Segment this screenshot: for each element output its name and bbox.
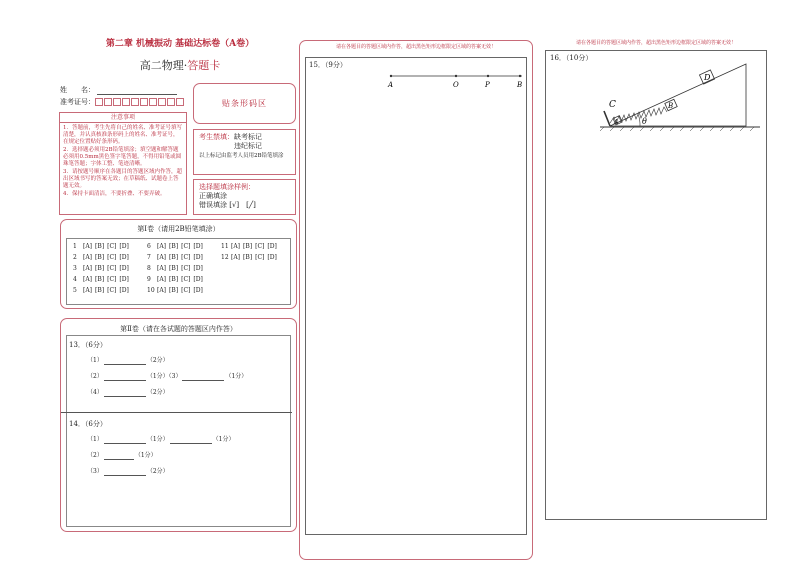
mc-option-bubble[interactable]: [A] [157, 287, 167, 294]
q14-answer-row [87, 436, 234, 444]
mc-option-bubble[interactable]: [D] [193, 287, 203, 294]
mc-option-bubble[interactable]: [A] [83, 265, 93, 272]
mc-grid [67, 239, 290, 304]
mc-question-row [73, 276, 132, 284]
q14-answer-blank[interactable] [170, 436, 212, 444]
point-o-label: O [453, 81, 459, 89]
notice-title: 注意事项 [60, 113, 186, 123]
q13-answer-blank[interactable] [104, 357, 146, 365]
label-b: B [668, 102, 674, 110]
mc-option-bubble[interactable]: [C] [181, 243, 191, 250]
section2-title: 第Ⅱ卷（请在各试题的答题区内作答） [120, 325, 237, 333]
mc-option-bubble[interactable]: [A] [83, 243, 93, 250]
mc-option-bubble[interactable]: [A] [83, 276, 93, 283]
q14-answer-blank[interactable] [104, 468, 146, 476]
mc-option-bubble[interactable]: [D] [119, 243, 129, 250]
mc-option-bubble[interactable]: [C] [107, 254, 117, 261]
mc-option-bubble[interactable]: [D] [193, 243, 203, 250]
id-label: 准考证号： [60, 98, 95, 106]
incline-wedge [610, 64, 746, 126]
exam-title: 第二章 机械振动 基础达标卷（A卷） [105, 39, 255, 49]
mc-question-row [147, 254, 206, 262]
mc-option-bubble[interactable]: [D] [193, 254, 203, 261]
q14-label: 14．（6分） [69, 420, 107, 428]
mc-option-bubble[interactable]: [A] [231, 243, 241, 250]
q14-row-text: （2） [87, 452, 103, 459]
q13-row-text: （1分）（3） [146, 373, 182, 380]
card-type: 答题卡 [187, 59, 221, 72]
mc-option-bubble[interactable]: [D] [119, 287, 129, 294]
section1-box [60, 219, 297, 309]
point-b-label: B [517, 81, 523, 89]
point-p-label: P [485, 81, 490, 89]
mc-option-bubble[interactable]: [A] [157, 254, 167, 261]
q15-line-diagram [385, 70, 527, 92]
wrong-fill-row [199, 201, 290, 210]
label-c: C [609, 100, 616, 110]
id-digit-cell[interactable] [122, 98, 130, 106]
mc-question-number: 7 [147, 254, 151, 261]
mc-question-row [221, 243, 280, 251]
mc-question-number: 5 [73, 287, 77, 294]
mc-question-row [147, 287, 206, 295]
label-d: D [704, 73, 711, 82]
q14-answer-row [87, 468, 169, 476]
mc-question-row [73, 243, 132, 251]
mc-option-bubble[interactable]: [C] [107, 276, 117, 283]
q14-row-text: （1） [87, 436, 103, 443]
notice-item: 4．保持卡面清洁，不要折叠、不要弄破。 [63, 191, 166, 197]
mc-question-number: 6 [147, 243, 151, 250]
mc-option-bubble[interactable]: [D] [267, 243, 277, 250]
mc-option-bubble[interactable]: [A] [83, 254, 93, 261]
mc-question-row [73, 254, 132, 262]
point-a-label: A [388, 81, 394, 89]
mc-option-bubble[interactable]: [D] [193, 265, 203, 272]
mc-option-bubble[interactable]: [B] [243, 243, 253, 250]
q13-answer-blank[interactable] [182, 373, 224, 381]
q14-row-text: （3） [87, 468, 103, 475]
mc-question-number: 8 [147, 265, 151, 272]
mc-option-bubble[interactable]: [A] [157, 265, 167, 272]
subject-name: 高二物理 [139, 59, 184, 72]
mc-option-bubble[interactable]: [A] [83, 287, 93, 294]
forbid-box [193, 129, 296, 175]
mc-question-row [147, 265, 206, 273]
mc-question-row [221, 254, 280, 262]
q14-answer-blank[interactable] [104, 452, 134, 460]
section1-title: 第Ⅰ卷（请用2B铅笔填涂） [137, 225, 220, 233]
mc-option-bubble[interactable]: [B] [169, 287, 179, 294]
notice-item: 2．选择题必须用2B铅笔填涂；填空题和解答题必须用0.5mm黑色签字笔答题，不得用铅笔或圆珠笔答题；字体工整、笔迹清晰。 [63, 147, 182, 167]
mc-question-number: 9 [147, 276, 151, 283]
id-digit-cell[interactable] [131, 98, 139, 106]
point-p-dot [487, 75, 489, 77]
mc-option-bubble[interactable]: [C] [181, 265, 191, 272]
name-field[interactable] [97, 87, 177, 95]
fill-example-title: 选择题填涂样例： [199, 183, 255, 191]
point-o-dot [455, 75, 457, 77]
mc-question-number: 11 [221, 243, 229, 250]
mc-option-bubble[interactable]: [B] [95, 254, 105, 261]
id-digit-cell[interactable] [149, 98, 157, 106]
mc-question-number: 3 [73, 265, 77, 272]
mc-option-bubble[interactable]: [C] [107, 265, 117, 272]
q13-answer-blank[interactable] [104, 373, 146, 381]
mc-question-number: 1 [73, 243, 77, 250]
mc-option-bubble[interactable]: [B] [169, 254, 179, 261]
q13-row-text: （1） [87, 357, 103, 364]
mc-question-row [147, 243, 206, 251]
mc-option-bubble[interactable]: [C] [107, 287, 117, 294]
mc-option-bubble[interactable]: [B] [95, 287, 105, 294]
q13-row-text: （1分） [225, 373, 248, 380]
id-digit-cell[interactable] [95, 98, 103, 106]
section2-inner-box [66, 335, 291, 527]
notice-list [60, 123, 186, 201]
q13-answer-blank[interactable] [104, 389, 146, 397]
missing-mark-label: 缺考标记 [234, 133, 262, 141]
mc-option-bubble[interactable]: [D] [119, 276, 129, 283]
violation-mark-label: 违纪标记 [234, 142, 262, 150]
mc-option-bubble[interactable]: [B] [169, 243, 179, 250]
q14-row-text: （1分） [212, 436, 235, 443]
id-digit-cell[interactable] [167, 98, 175, 106]
name-row [60, 86, 188, 95]
barcode-label: 贴条形码区 [222, 99, 267, 108]
mc-option-bubble[interactable]: [D] [119, 254, 129, 261]
q13-row-text: （2分） [146, 357, 169, 364]
id-cells[interactable] [95, 98, 185, 106]
mc-option-bubble[interactable]: [A] [231, 254, 241, 261]
barcode-area [193, 83, 296, 124]
mc-question-row [147, 276, 206, 284]
mc-question-row [73, 265, 132, 273]
mc-option-bubble[interactable]: [B] [169, 265, 179, 272]
notice-item: 1．答题前，考生先将自己的姓名、准考证号填写清楚，并认真核准条形码上的姓名、准考证号，在规定位置贴好条形码。 [63, 125, 183, 145]
mc-option-bubble[interactable]: [C] [255, 254, 265, 261]
q13-answer-row [87, 373, 247, 381]
mc-question-number: 4 [73, 276, 77, 283]
q15-answer-box[interactable] [305, 57, 527, 535]
mc-option-bubble[interactable]: [D] [267, 254, 277, 261]
q16-incline-diagram [600, 60, 765, 132]
mc-option-bubble[interactable]: [C] [255, 243, 265, 250]
wrong-fill-label: 错误填涂 [199, 201, 227, 209]
q16-label: 16．（10分） [550, 54, 593, 62]
point-b-dot [519, 75, 521, 77]
q14-answer-blank[interactable] [104, 436, 146, 444]
mc-question-number: 10 [147, 287, 155, 294]
id-digit-cell[interactable] [104, 98, 112, 106]
id-digit-cell[interactable] [140, 98, 148, 106]
q13-answer-row [87, 357, 169, 365]
label-theta: θ [642, 117, 647, 126]
panel2-warning: 请在各题目的答题区域内作答，超出黑色矩形边框限定区域的答案无效！ [335, 44, 496, 50]
q14-row-text: （1分） [146, 436, 169, 443]
notice-item: 3．请按题号顺序在各题目的答题区域内作答，超出区域书写的答案无效；在草稿纸、试题卷上答题无效。 [63, 169, 183, 189]
mc-option-bubble[interactable]: [D] [119, 265, 129, 272]
id-row [60, 98, 195, 107]
name-label: 姓 名： [60, 86, 95, 94]
q13-row-text: （2分） [146, 389, 169, 396]
ground-hatch [600, 127, 754, 131]
card-subtitle [100, 57, 260, 73]
mc-option-bubble[interactable]: [A] [157, 276, 167, 283]
mc-option-bubble[interactable]: [C] [181, 287, 191, 294]
id-digit-cell[interactable] [158, 98, 166, 106]
point-a-dot [390, 75, 392, 77]
forbid-note: 以上标记由监考人员用2B铅笔填涂 [199, 153, 284, 159]
id-digit-cell[interactable] [176, 98, 184, 106]
correct-fill-label: 正确填涂 [199, 192, 227, 200]
mc-option-bubble[interactable]: [B] [95, 265, 105, 272]
mc-option-bubble[interactable]: [C] [107, 243, 117, 250]
mc-option-bubble[interactable]: [C] [181, 254, 191, 261]
label-a: A [614, 119, 619, 126]
forbid-label: 考生禁填： [199, 133, 234, 141]
q13-label: 13．（6分） [69, 341, 107, 349]
q13-answer-row [87, 389, 169, 397]
notice-box [59, 112, 187, 215]
section2-box [60, 318, 297, 532]
angle-arc [638, 114, 640, 126]
wrong-fill-marks: [√] [╱] [229, 201, 256, 209]
fill-example-box [193, 179, 296, 215]
mc-option-bubble[interactable]: [C] [181, 276, 191, 283]
mc-question-number: 12 [221, 254, 229, 261]
q13-row-text: （2） [87, 373, 103, 380]
q14-row-text: （1分） [134, 452, 157, 459]
mc-option-bubble[interactable]: [B] [95, 243, 105, 250]
section1-inner-box [66, 238, 291, 305]
q13-q14-divider [61, 412, 292, 413]
mc-question-number: 2 [73, 254, 77, 261]
subtitle-dot: · [183, 59, 188, 72]
q14-answer-row [87, 452, 157, 460]
q15-label: 15．（9分） [309, 61, 347, 69]
mc-option-bubble[interactable]: [B] [169, 276, 179, 283]
mc-option-bubble[interactable]: [B] [95, 276, 105, 283]
mc-question-row [73, 287, 132, 295]
baffle-c [604, 111, 610, 126]
mc-option-bubble[interactable]: [A] [157, 243, 167, 250]
mc-option-bubble[interactable]: [D] [193, 276, 203, 283]
id-digit-cell[interactable] [113, 98, 121, 106]
mc-option-bubble[interactable]: [B] [243, 254, 253, 261]
q14-row-text: （2分） [146, 468, 169, 475]
panel3-warning: 请在各题目的答题区域内作答，超出黑色矩形边框限定区域的答案无效！ [575, 40, 736, 46]
q13-row-text: （4） [87, 389, 103, 396]
